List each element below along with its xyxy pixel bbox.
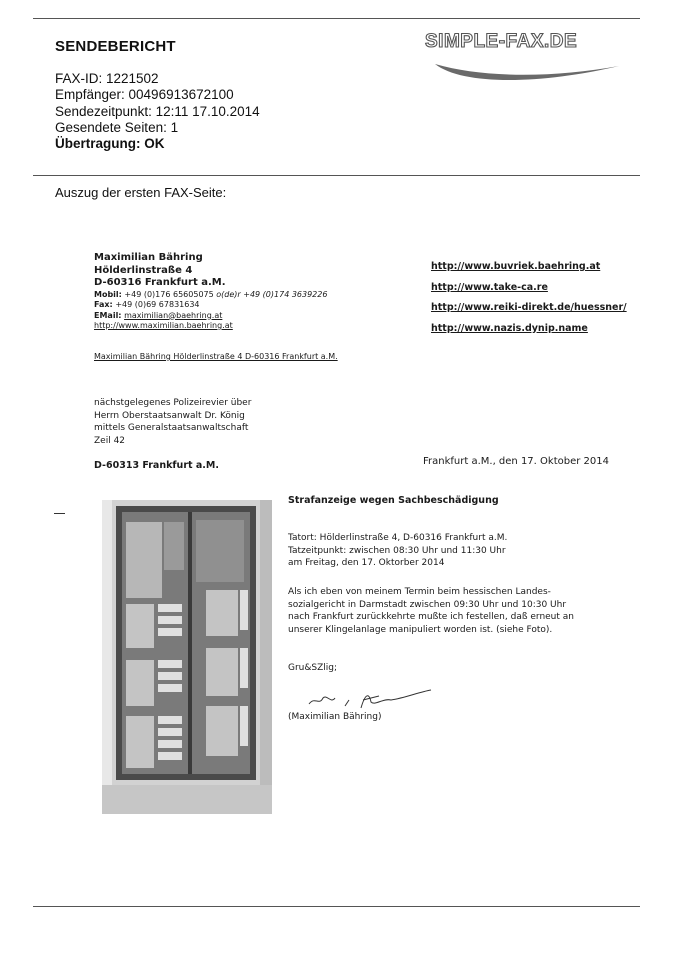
- recipient-block: [94, 397, 251, 447]
- letter-body: [288, 586, 574, 636]
- fax-label: Fax:: [94, 300, 113, 309]
- incident-location: Tatort: Hölderlinstraße 4, D-60316 Frankfurt a.M.: [288, 533, 508, 543]
- header-divider: [33, 175, 640, 176]
- body-line: sozialgericht in Darmstadt zwischen 09:30 Uhr und 10:30 Uhr: [288, 599, 567, 610]
- sender-city: D-60316 Frankfurt a.M.: [94, 277, 226, 288]
- sender-mobile-line: [94, 290, 327, 301]
- mobile-label: Mobil:: [94, 289, 122, 299]
- body-line: nach Frankfurt zurückkehrte mußte ich festellen, daß erneut an: [288, 612, 574, 622]
- handwritten-signature: [305, 684, 435, 712]
- logo-swoosh-icon: [423, 28, 633, 80]
- return-address: Maximilian Bähring Hölderlinstraße 4 D-60316 Frankfurt a.M.: [94, 352, 338, 361]
- recipient-city: D-60313 Frankfurt a.M.: [94, 460, 219, 471]
- report-title: SENDEBERICHT: [55, 38, 176, 55]
- subject-line: Strafanzeige wegen Sachbeschädigung: [288, 495, 499, 506]
- fax-number: +49 (0)69 67831634: [115, 300, 200, 309]
- excerpt-label: Auszug der ersten FAX-Seite:: [55, 185, 227, 200]
- recipient-line: nächstgelegenes Polizeirevier über: [94, 398, 252, 408]
- link-reiki[interactable]: http://www.reiki-direkt.de/huessner/: [431, 302, 627, 313]
- margin-mark: [54, 513, 65, 514]
- send-time: Sendezeitpunkt: 12:11 17.10.2014: [55, 103, 260, 119]
- simple-fax-logo: [423, 28, 633, 80]
- sender-email-line: [94, 311, 327, 322]
- link-take-care[interactable]: http://www.take-ca.re: [431, 281, 548, 293]
- logo-text: SIMPLE-FAX.DE: [425, 31, 578, 52]
- report-meta: [55, 71, 260, 152]
- sender-street: Hölderlinstraße 4: [94, 264, 193, 276]
- top-rule: [33, 18, 640, 19]
- incident-time: Tatzeitpunkt: zwischen 08:30 Uhr und 11:30 Uhr: [288, 545, 506, 556]
- transmission-status: Übertragung: OK: [55, 136, 165, 152]
- email-link[interactable]: maximilian@baehring.at: [124, 310, 223, 320]
- greeting: Gru&SZlig;: [288, 663, 338, 673]
- signature-name: (Maximilian Bähring): [288, 712, 382, 722]
- mobile-or: o(de)r: [216, 289, 241, 299]
- links-block: [431, 257, 627, 339]
- recipient-number: Empfänger: 00496913672100: [55, 87, 234, 103]
- bottom-rule: [33, 906, 640, 907]
- date-line: Frankfurt a.M., den 17. Oktober 2014: [423, 456, 609, 467]
- fax-id: FAX-ID: 1221502: [55, 71, 159, 86]
- recipient-line: Herrn Oberstaatsanwalt Dr. König: [94, 410, 245, 421]
- body-line: unserer Klingelanlage manipuliert worden ist. (siehe Foto).: [288, 624, 553, 635]
- sender-name: Maximilian Bähring: [94, 252, 203, 263]
- pages-sent: Gesendete Seiten: 1: [55, 119, 179, 135]
- mobile-number: +49 (0)176 65605075: [124, 289, 214, 299]
- incident-date: am Freitag, den 17. Oktorber 2014: [288, 558, 445, 568]
- incident-details: [288, 532, 507, 570]
- email-label: EMail:: [94, 310, 122, 320]
- mobile-alt-number: +49 (0)174 3639226: [243, 289, 328, 299]
- doorbell-photo: [102, 500, 272, 814]
- recipient-line: Zeil 42: [94, 435, 126, 446]
- link-buvriek[interactable]: http://www.buvriek.baehring.at: [431, 261, 601, 272]
- link-nazis[interactable]: http://www.nazis.dynip.name: [431, 322, 588, 334]
- recipient-line: mittels Generalstaatsanwaltschaft: [94, 423, 249, 433]
- sender-block: [94, 252, 327, 332]
- sender-web-link[interactable]: http://www.maximilian.baehring.at: [94, 321, 233, 330]
- body-line: Als ich eben von meinem Termin beim hessischen Landes-: [288, 587, 551, 597]
- sender-fax-line: [94, 300, 327, 311]
